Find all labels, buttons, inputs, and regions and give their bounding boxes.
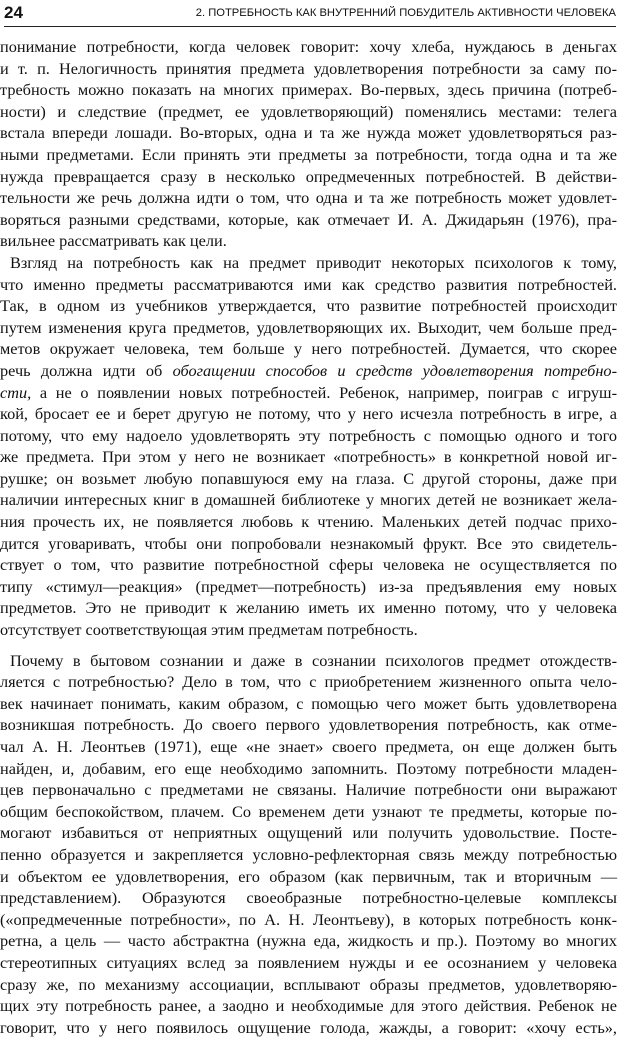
text-line: век начинает понимать, каким образом, с помощью чего может быть удовлетворена xyxy=(0,693,617,713)
header-divider xyxy=(4,26,616,27)
text-line: ствует о том, что развитие потребностной сферы человека не осуществляется по xyxy=(0,555,617,575)
text-line: вильнее рассматривать как цели. xyxy=(0,231,227,251)
text-line: предметов. Это не приводит к желанию иметь их именно потому, что у человека xyxy=(0,598,617,618)
text-run: речь должна идти об xyxy=(0,360,173,380)
text-line: ными предметами. Если принять эти предметы за потребности, тогда одна и та же xyxy=(0,144,617,164)
text-line: сразу же, по механизму ассоциации, всплывают образы предметов, удовлетворяю- xyxy=(0,974,617,994)
page-number: 24 xyxy=(4,3,23,22)
text-line: типу «стимул—реакция» (предмет—потребность) из-за предъявления ему новых xyxy=(0,576,617,596)
body-text xyxy=(0,36,617,1038)
text-line: же предмета. При этом у него не возникает «потребность» в конкретной новой иг- xyxy=(0,447,617,467)
text-run: а не о появлении новых потребностей. Ребенок, например, поиграв с игруш- xyxy=(31,382,617,402)
text-line: и т. п. Нелогичность принятия предмета удовлетворения потребности за саму по- xyxy=(0,58,617,78)
text-line: и объектом ее удовлетворения, его образом (как первичным, так и вторичным — xyxy=(0,866,617,886)
text-line: понимание потребности, когда человек говорит: хочу хлеба, нуждаюсь в деньгах xyxy=(0,37,617,56)
text-line: наличии интересных книг в домашней библиотеке у многих детей не возникает жела- xyxy=(0,490,617,510)
paragraph-2 xyxy=(0,252,617,641)
text-line: представлением). Образуются своеобразные потребностно-целевые комплексы xyxy=(0,888,617,908)
text-line: («опредмеченные потребности», по А. Н. Леонтьеву), в которых потребность конк- xyxy=(0,909,617,929)
text-line: щих эту потребность ранее, а заодно и необходимые для этого действия. Ребенок не xyxy=(0,996,617,1016)
text-line: путем изменения круга предметов, удовлетворяющих их. Выходит, чем больше пред- xyxy=(0,317,617,337)
text-line: Так, в одном из учебников утверждается, что развитие потребностей происходит xyxy=(0,296,617,316)
text-line: встала впереди лошади. Во-вторых, одна и та же нужда может удовлетворяться раз- xyxy=(0,123,617,143)
text-line: ретна, а цель — часто абстрактна (нужна еда, жидкость и пр.). Поэтому во многих xyxy=(0,931,617,951)
text-line: цев первоначально с предметами не связаны. Наличие потребности они выражают xyxy=(0,780,617,800)
text-line: Взгляд на потребность как на предмет приводит некоторых психологов к тому, xyxy=(10,252,617,272)
text-line-with-emphasis xyxy=(0,360,617,382)
text-line: стереотипных ситуациях вслед за появлением нужды и ее осознанием у человека xyxy=(0,952,617,972)
text-line: ляется с потребностью? Дело в том, что с приобретением жизненного опыта чело- xyxy=(0,672,617,692)
paragraph-1 xyxy=(0,36,617,252)
text-line: ности) и следствие (предмет, ее удовлетворяющий) поменялись местами: телега xyxy=(0,101,617,121)
text-line: отсутствует соответствующая этим предметам потребность. xyxy=(0,620,418,640)
page-header xyxy=(4,2,616,30)
text-line: метов окружает человека, тем больше у него потребностей. Думается, что скорее xyxy=(0,339,617,359)
emphasis-text: сти, xyxy=(0,382,32,402)
text-line: Почему в бытовом сознании и даже в сознании психологов предмет отождеств- xyxy=(10,650,617,670)
text-line: найден, и, добавим, его еще необходимо запомнить. Поэтому потребности младен- xyxy=(0,758,617,778)
text-line-with-emphasis xyxy=(0,382,617,404)
text-line: нужда превращается сразу в несколько опредмеченных потребностей. В действи- xyxy=(0,166,617,186)
text-line: рушке; он возьмет любую попавшуюся ему на глаза. С другой стороны, даже при xyxy=(0,468,617,488)
text-line: возникшая потребность. До своего первого удовлетворения потребность, как отме- xyxy=(0,715,617,735)
text-line: дится уговаривать, чтобы они попробовали незнакомый фрукт. Все это свидетель- xyxy=(0,533,617,553)
paragraph-3 xyxy=(0,650,617,1038)
text-line: что именно предметы рассматриваются ими как средство развития потребностей. xyxy=(0,274,617,294)
text-line: ния прочесть их, не появляется любовь к чтению. Маленьких детей подчас прихо- xyxy=(0,512,617,532)
text-line: воряться разными средствами, которые, как отмечает И. А. Джидарьян (1976), пра- xyxy=(0,209,617,229)
text-line: потому, что ему надоело удовлетворять эту потребность с помощью одного и того xyxy=(0,425,617,445)
text-line: общим беспокойством, плачем. Со временем дети узнают те предметы, которые по- xyxy=(0,801,617,821)
text-line: требность можно показать на многих примерах. Во-первых, здесь причина (потреб- xyxy=(0,80,617,100)
text-line: чал А. Н. Леонтьев (1971), еще «не знает» своего предмета, он еще должен быть xyxy=(0,737,617,756)
text-line: тельности же речь должна идти о том, что одна и та же потребность может удовлет- xyxy=(0,188,617,208)
text-line: могают избавиться от неприятных ощущений или получить удовольствие. Посте- xyxy=(0,823,617,843)
text-line: кой, бросает ее и берет другую не потому, что у него исчезла потребность в игре, а xyxy=(0,404,617,424)
text-line: пенно образуется и закрепляется условно-рефлекторная связь между потребностью xyxy=(0,844,617,864)
emphasis-text: обогащении способов и средств удовлетворения потребно- xyxy=(172,360,617,380)
paragraph-spacer xyxy=(0,641,617,650)
running-title: 2. ПОТРЕБНОСТЬ КАК ВНУТРЕННИЙ ПОБУДИТЕЛЬ АКТИВНОСТИ ЧЕЛОВЕКА xyxy=(195,7,616,19)
text-line: говорит, что у него появилось ощущение голода, жажды, а говорит: «хочу есть», xyxy=(0,1017,617,1037)
